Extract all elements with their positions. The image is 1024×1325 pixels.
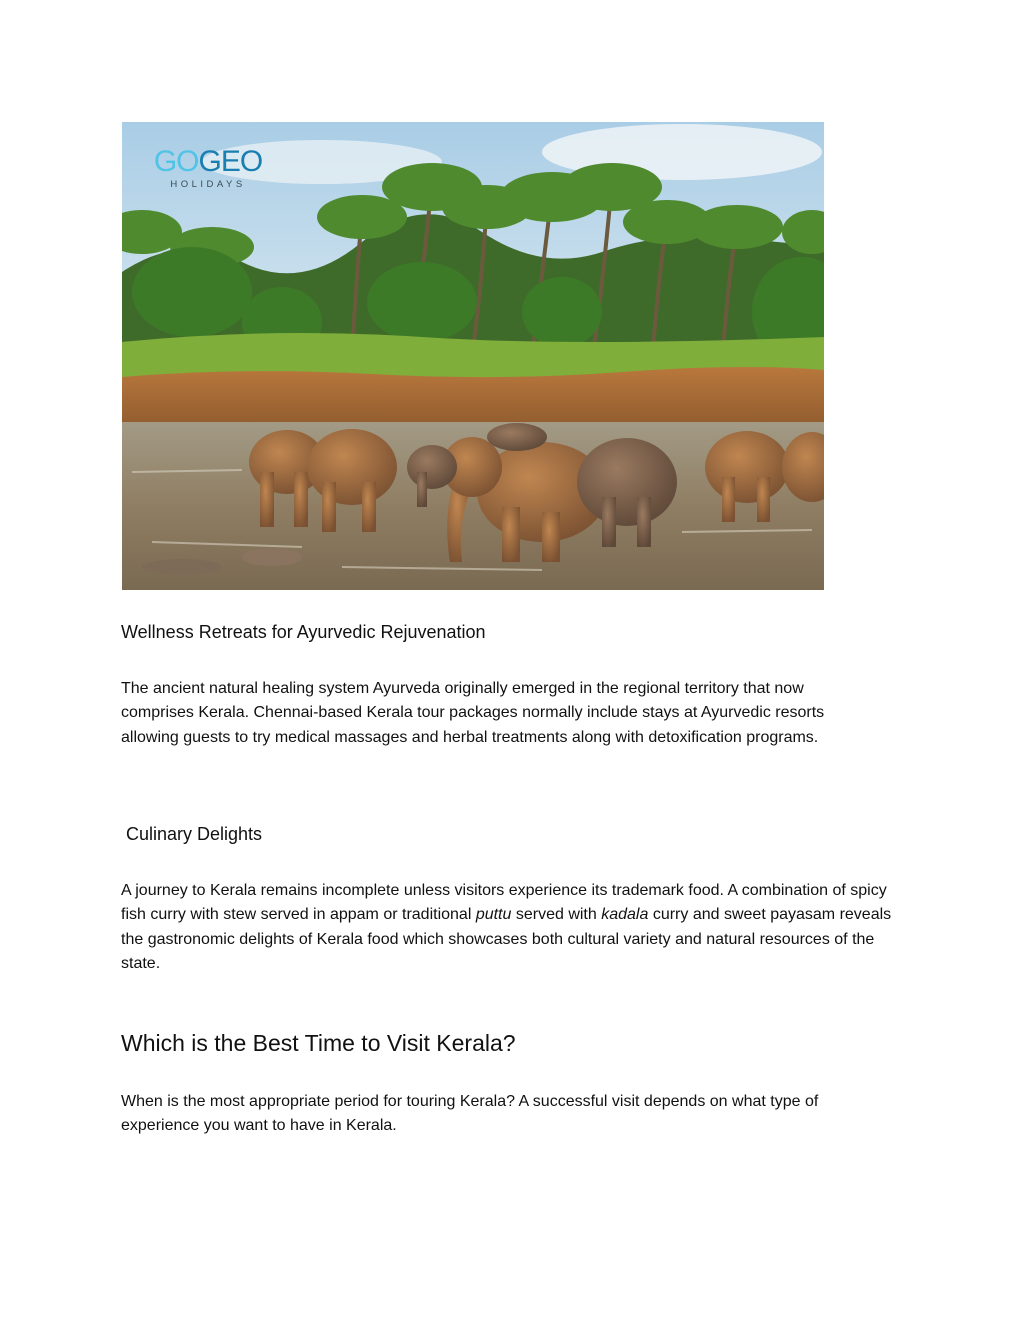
logo-part-go: GO [153, 145, 199, 178]
culinary-italic-puttu: puttu [475, 906, 512, 924]
elephant-herd-photo [122, 122, 824, 590]
culinary-italic-kadala: kadala [601, 906, 649, 924]
culinary-text-1: A journey to Kerala remains incomplete unless visitors experience its trademark food. A combination of spicy fish curry with stew served in appam or traditional [121, 882, 887, 924]
elephant-herd-river-photo [122, 122, 824, 590]
wellness-paragraph: The ancient natural healing system Ayurveda originally emerged in the regional territory that now comprises Kerala. Chennai-based Kerala tour packages normally include stays at Ayurvedic resorts allowing guests to try medical massages and herbal treatments along with detoxification programs. [121, 680, 825, 746]
logo-wordmark [148, 146, 268, 178]
wellness-heading: Wellness Retreats for Ayurvedic Rejuvenation [121, 622, 486, 642]
culinary-heading: Culinary Delights [126, 824, 263, 844]
best-time-heading: Which is the Best Time to Visit Kerala? [121, 1030, 516, 1056]
culinary-paragraph [121, 879, 911, 976]
logo-part-geo: GEO [198, 145, 263, 178]
gogeo-logo [148, 146, 268, 190]
culinary-text-2: served with [511, 906, 602, 924]
culinary-text-3: curry and sweet payasam reveals the gastronomic delights of Kerala food which showcases both cultural variety and natural resources of the state. [121, 906, 892, 972]
logo-subtitle: HOLIDAYS [170, 179, 246, 190]
best-time-paragraph: When is the most appropriate period for touring Kerala? A successful visit depends on what type of experience you want to have in Kerala. [121, 1093, 819, 1135]
